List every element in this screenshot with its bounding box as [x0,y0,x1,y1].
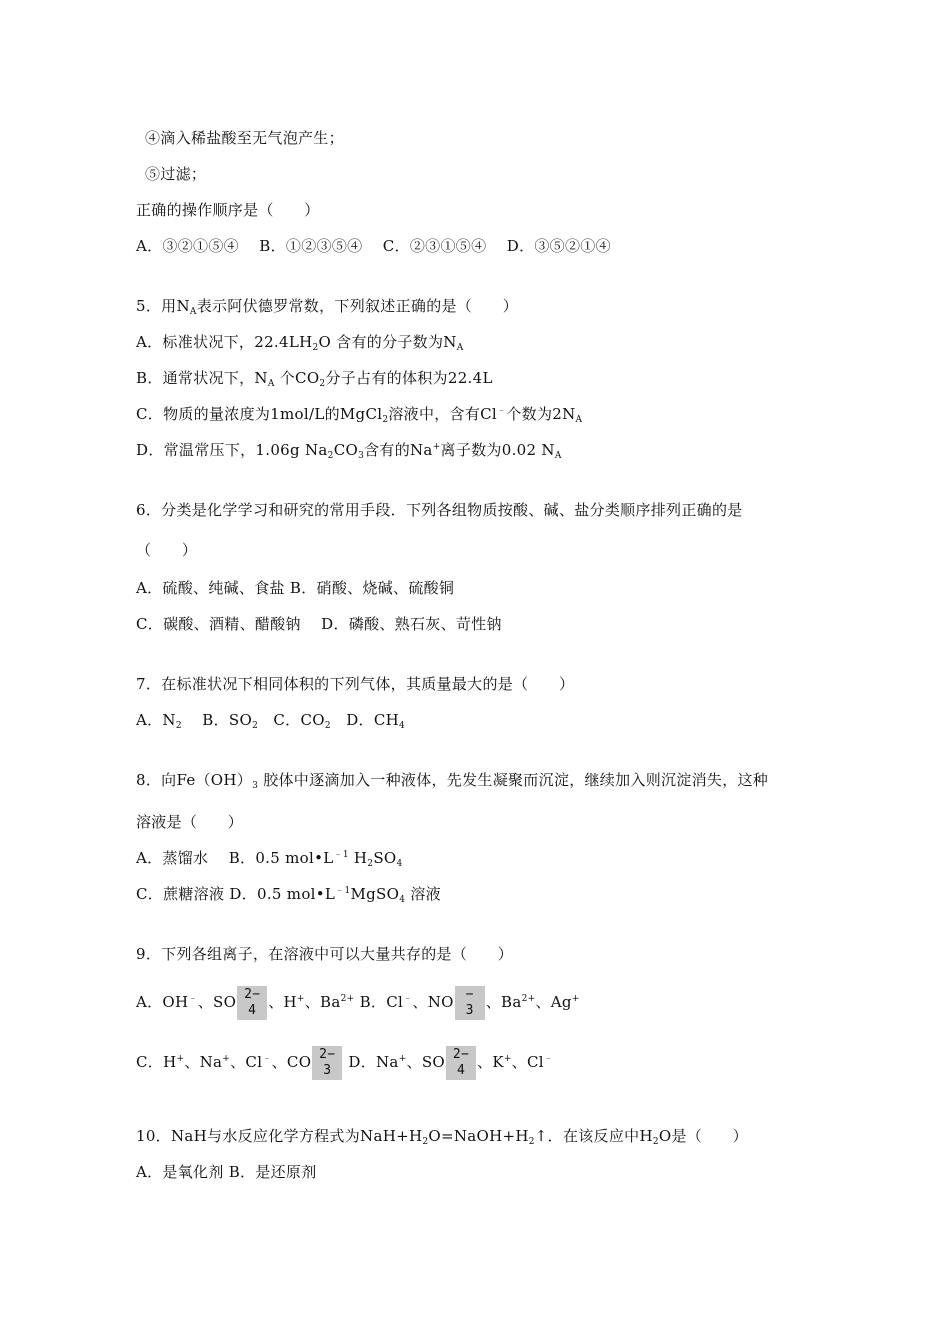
q8-stem: 8．向$Fe(OH)_3$ 胶体中逐滴加入一种液体，先发生凝聚而沉淀，继续加入则沉淀消失，这种 [136,771,769,791]
q6-stem-cont: （ ） [136,541,198,559]
q4-step5: ⑤过滤； [145,165,207,183]
q6-options-ab: A．硫酸、纯碱、食盐 B．硝酸、烧碱、硫酸铜 [136,579,455,597]
q9-stem: 9．下列各组离子，在溶液中可以大量共存的是（ ） [136,945,514,963]
q4-options: A．③②①⑤④ B．①②③⑤④ C．②③①⑤④ D．③⑤②①④ [136,237,611,255]
q5-option-c: C．物质的量浓度为1mol/L的MgCl$_2$溶液中，含有Cl﹣个数为$2N_A$ [136,405,583,425]
q10-stem: 10．NaH与水反应化学方程式为$NaH+H_2O=NaOH+H_2↑$．在该反应中$H_2O$是（ ） [136,1127,748,1147]
q5-option-d: D．常温常压下，1.06g $Na_2CO_3$含有的Na+离子数为0.02 $N_A$ [136,441,562,461]
sulfate-ion-box: 2− 4 [446,1046,476,1080]
q9-options-ab: A．OH﹣、SO 2− 4 、H+、$Ba^{2+}$ B．Cl﹣、NO − 3 、$Ba^{2+}$、Ag+ [136,987,580,1018]
q8-stem-cont: 溶液是（ ） [136,813,244,831]
nitrate-ion-box: − 3 [455,986,485,1020]
q5-option-a: A．标准状况下，$22.4LH_2O$ 含有的分子数为$N_A$ [136,333,464,353]
q6-options-cd: C．碳酸、酒精、醋酸钠 D．磷酸、熟石灰、苛性钠 [136,615,502,633]
q8-options-ab: A．蒸馏水 B．0.5 $mol•L^{﹣1}$ $H_2SO_4$ [136,849,403,869]
q5-option-b: B．通常状况下，$N_A$ 个$CO_2$分子占有的体积为22.4L [136,369,493,389]
q7-options: A．$N_2$ B．$SO_2$ C．$CO_2$ D．$CH_4$ [136,711,406,731]
q7-stem: 7．在标准状况下相同体积的下列气体，其质量最大的是（ ） [136,675,575,693]
q4-prompt: 正确的操作顺序是（ ） [136,201,320,219]
q10-options-ab: A．是氧化剂 B．是还原剂 [136,1163,317,1181]
q6-stem: 6．分类是化学学习和研究的常用手段．下列各组物质按酸、碱、盐分类顺序排列正确的是 [136,501,743,519]
q9-options-cd: C．H+、Na+、Cl﹣、CO 2− 3 D．Na+、SO 2− 4 、K+、Cl﹣ [136,1047,554,1078]
q4-step4: ④滴入稀盐酸至无气泡产生； [145,129,344,147]
q5-stem: 5．用$N_A$表示阿伏德罗常数，下列叙述正确的是（ ） [136,297,518,317]
q8-options-cd: C．蔗糖溶液 D．0.5 $mol•L^{﹣1}MgSO_4$ 溶液 [136,885,441,905]
carbonate-ion-box: 2− 3 [312,1046,342,1080]
sulfate-ion-box: 2− 4 [237,986,267,1020]
